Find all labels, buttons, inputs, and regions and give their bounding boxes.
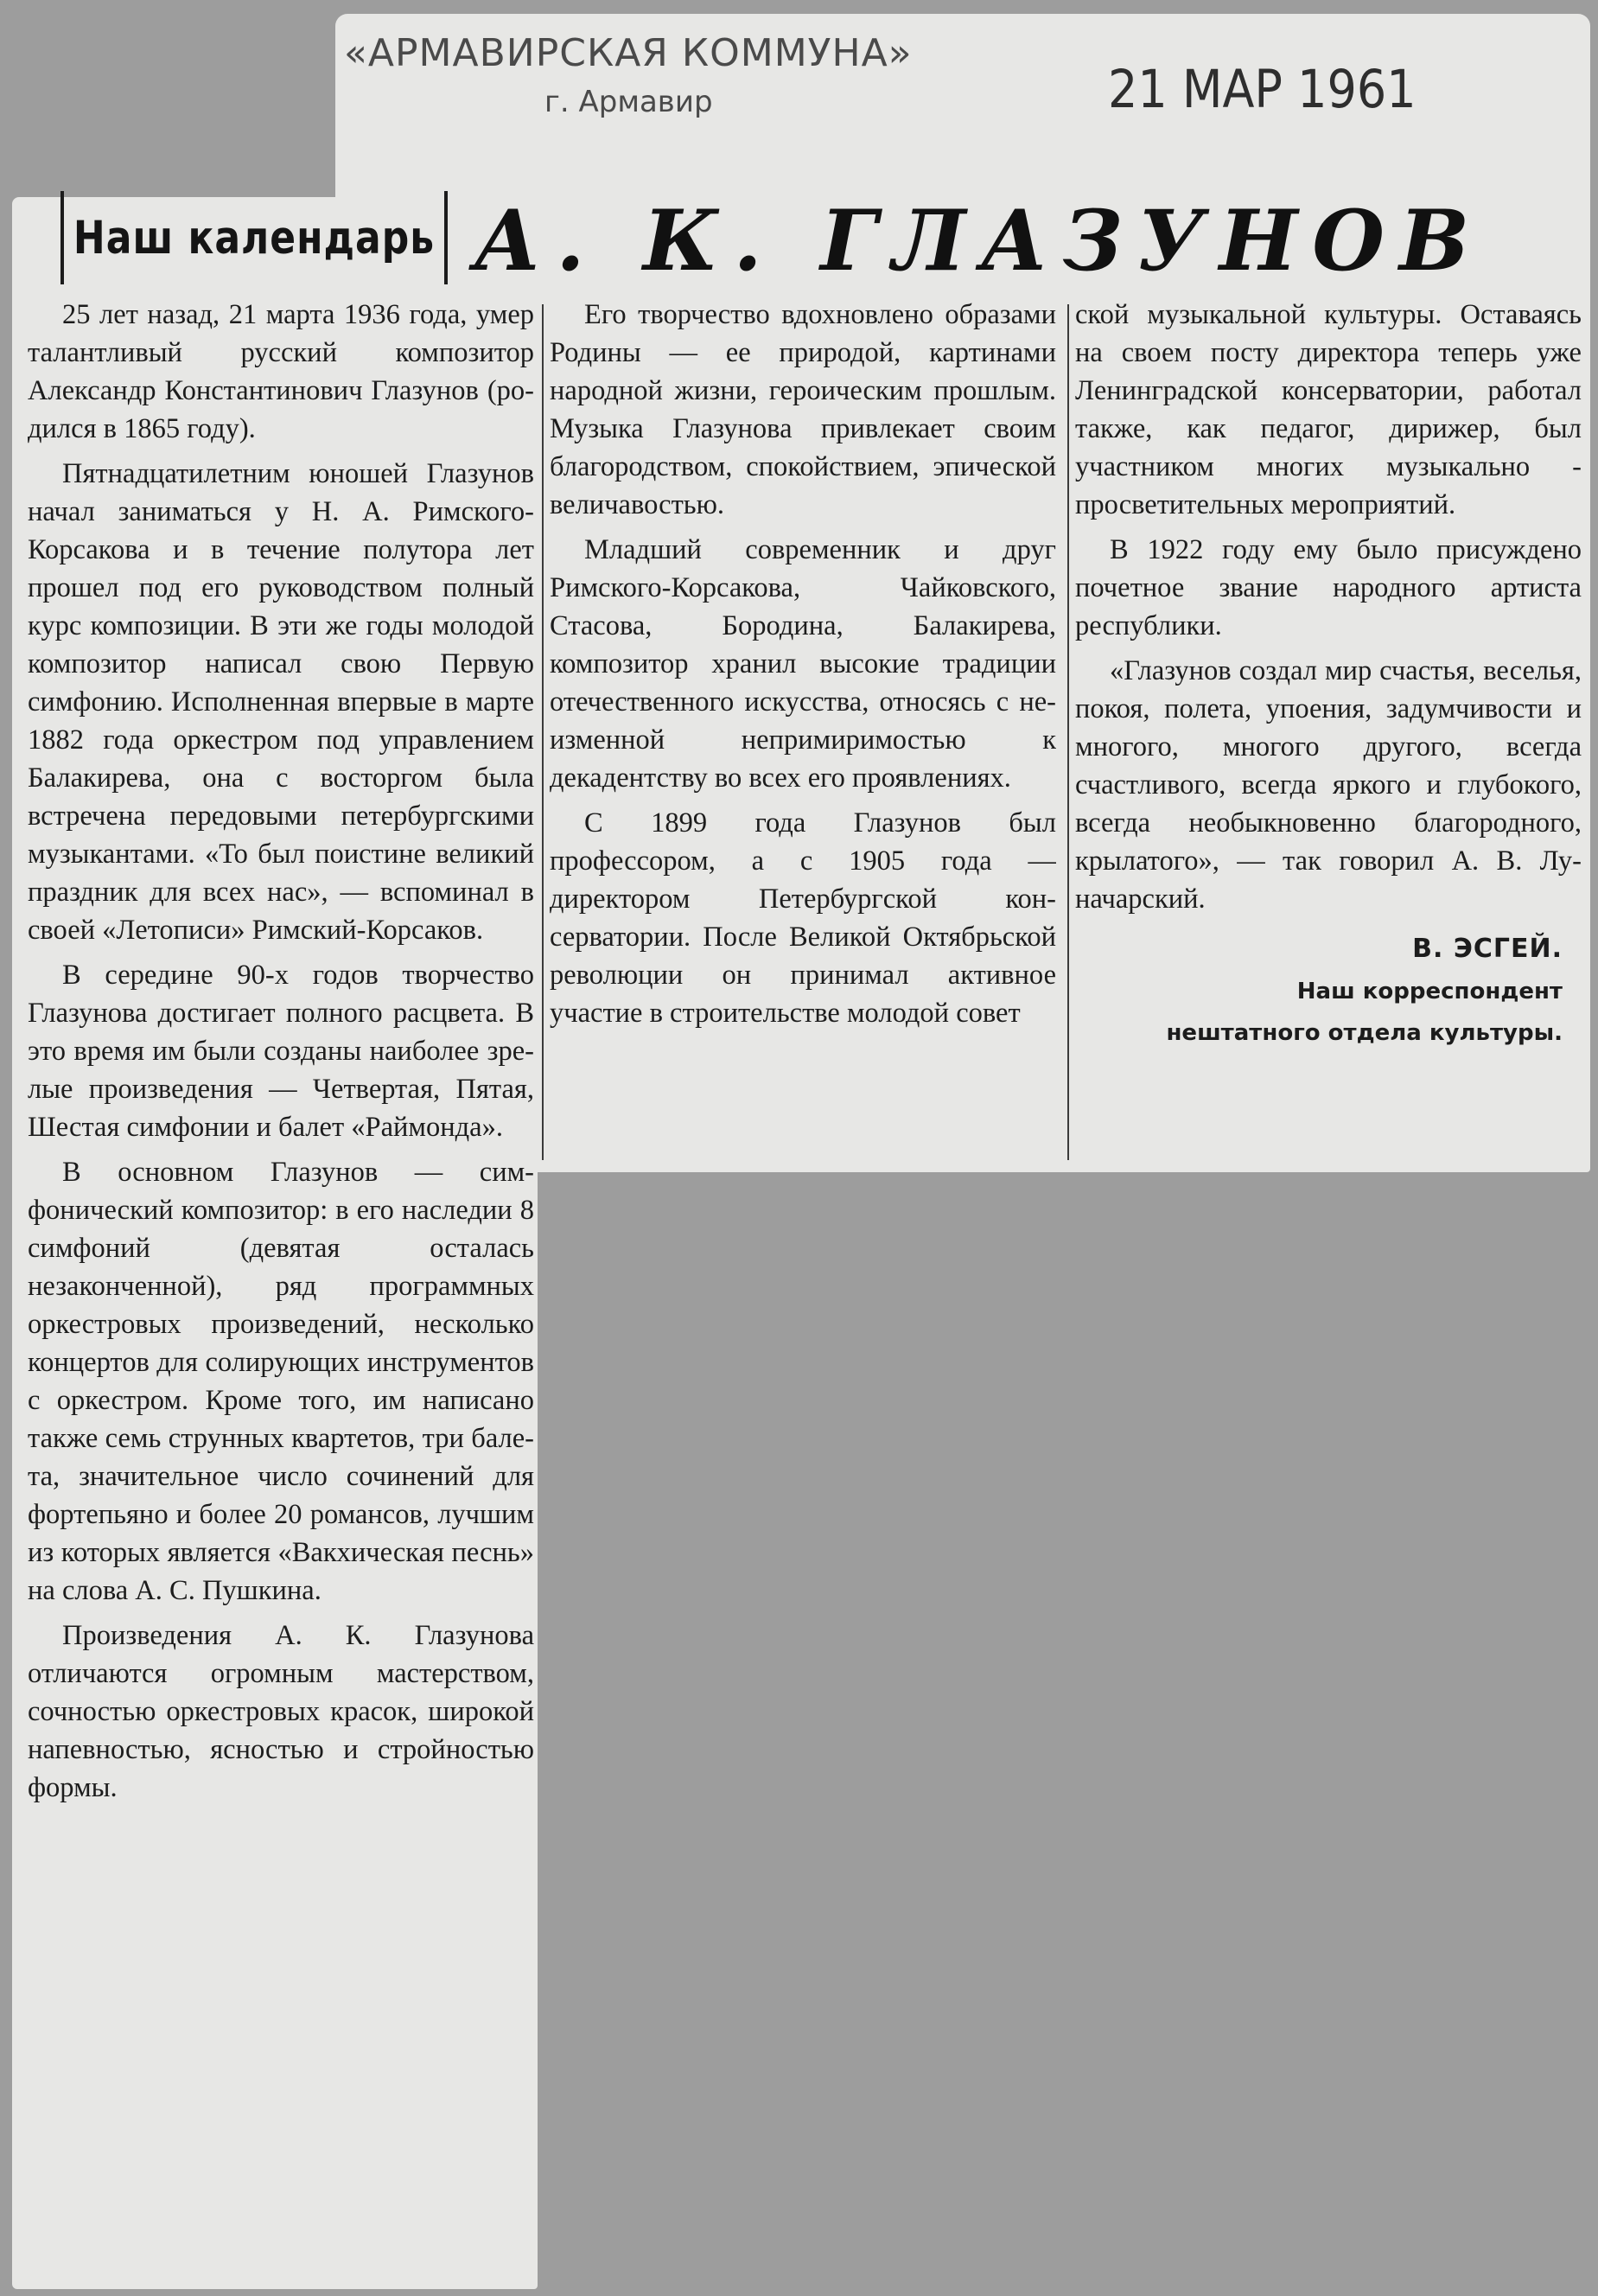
article-column-1	[28, 296, 534, 2284]
newspaper-stamp: «АРМАВИРСКАЯ КОММУНА»	[344, 31, 913, 75]
city-stamp: г. Армавир	[544, 85, 713, 119]
paragraph: В 1922 году ему было присуждено почетное звание народного артиста республики.	[1075, 534, 1582, 641]
author-role: Наш корреспондент	[1296, 979, 1563, 1004]
article-column-3	[1075, 296, 1582, 1169]
paragraph: ской музыкальной культуры. Оставаясь на своем посту директора теперь уже Ленинградской консерватории, работал также, как педагог, дирижер, был участником многих музыкально - просветительных мероприятий.	[1075, 299, 1582, 520]
paragraph: Его творчество вдохновлено образами Родины — ее природой, картинами народной жизни, героическим прошлым. Музыка Глазунова привлекает своим благородством, спокойствием, эпической величавостью.	[550, 299, 1056, 520]
rubric-label: Наш календарь	[60, 191, 448, 284]
date-stamp: 21 МАР 1961	[1108, 59, 1417, 120]
column-rule	[542, 304, 544, 1160]
paragraph: Произведения А. К. Глазунова отличаются огромным мастерством, сочностью оркестровых красок, широкой напевностью, ясностью и стройностью формы.	[28, 1620, 534, 1803]
author-signature: В. ЭСГЕЙ.	[1412, 934, 1563, 964]
paragraph: В середине 90-х годов творчество Глазунова достигает полного расцвета. В это время им были созданы наиболее зрелые произведения — Четвертая, Пятая, Шестая симфонии и балет «Раймонда».	[28, 960, 534, 1143]
paragraph: 25 лет назад, 21 марта 1936 года, умер талантливый русский композитор Александр Константинович Глазунов (родился в 1865 году).	[28, 299, 534, 444]
author-department: нештатного отдела культуры.	[1166, 1020, 1563, 1046]
paragraph: «Глазунов создал мир счастья, веселья, покоя, полета, упоения, задумчивости и многого, многого другого, всегда счастливого, всегда яркого и глубокого, всегда необыкновенно благородного, крылатого», — так говорил А. В. Луначарский.	[1075, 655, 1582, 915]
paragraph: В основном Глазунов — симфонический композитор: в его наследии 8 симфоний (девятая осталась незаконченной), ряд программных оркестровых произведений, несколько концертов для солирующих инструментов с оркестром. Кроме того, им написано также семь струнных квартетов, три балета, значительное число сочинений для фортепьяно и более 20 романсов, лучшим из которых является «Вакхическая песнь» на слова А. С. Пушкина.	[28, 1157, 534, 1606]
paragraph: С 1899 года Глазунов был профессором, а с 1905 года — директором Петербургской консерватории. После Великой Октябрьской революции он принимал активное участие в строительстве молодой совет	[550, 807, 1056, 1029]
column-rule	[1067, 304, 1069, 1160]
paragraph: Младший современник и друг Римского-Корсакова, Чайковского, Стасова, Бородина, Балакирева, композитор хранил высокие традиции отечественного искусства, относясь с неизменной непримиримостью к декадентству во всех его проявлениях.	[550, 534, 1056, 794]
article-column-2	[550, 296, 1056, 1169]
article-headline: А. К. ГЛАЗУНОВ	[474, 192, 1485, 290]
paragraph: Пятнадцатилетним юношей Глазунов начал заниматься у Н. А. Римского-Корсакова и в течение полутора лет прошел под его руководством полный курс композиции. В эти же годы молодой композитор написал свою Первую симфонию. Исполненная впервые в марте 1882 года оркестром под управлением Балакирева, она с восторгом была встречена передовыми петербургскими музыкантами. «То был поистине великий праздник для всех нас», — вспоминал в своей «Летописи» Римский-Корсаков.	[28, 458, 534, 946]
